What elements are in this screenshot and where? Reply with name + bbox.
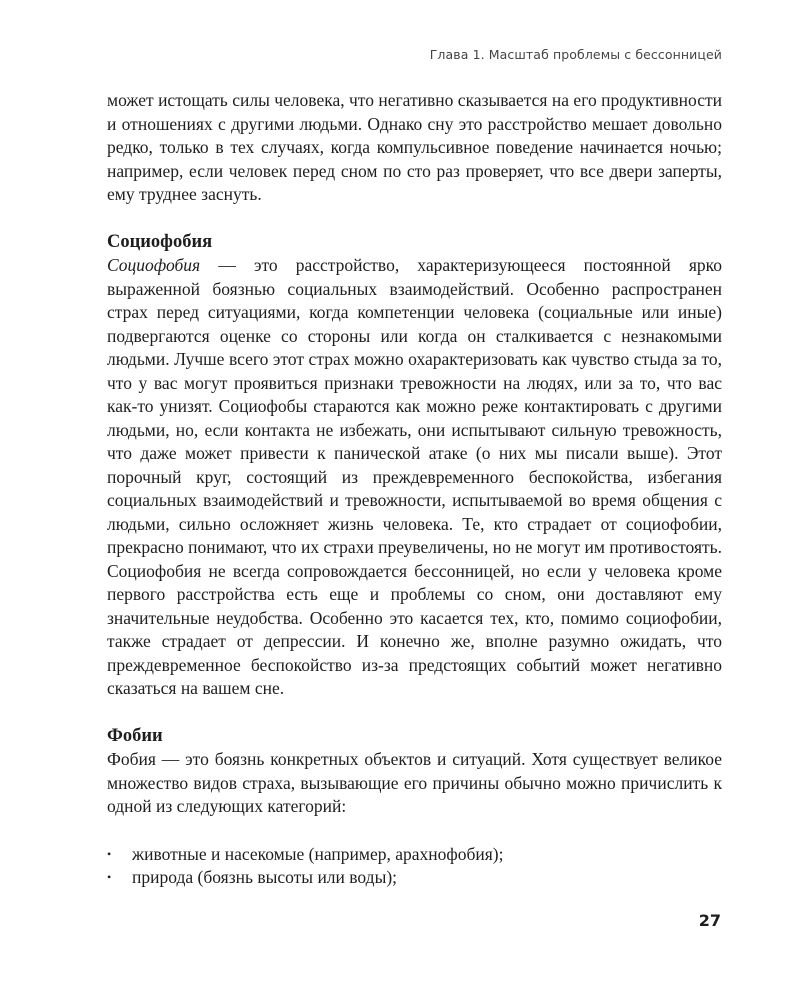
page-number: 27 (698, 911, 721, 930)
section-spacer (107, 701, 722, 725)
social-phobia-term: Социофобия (107, 255, 201, 275)
phobias-paragraph: Фобия — это боязнь конкретных объектов и ситуаций. Хотя существует великое множество видов страха, вызывающие его причины обычно можно причислить к одной из следующих категорий: (107, 749, 722, 816)
section-heading-phobias: Фобии (107, 725, 163, 746)
bullet-icon: • (107, 846, 112, 861)
running-header: Глава 1. Масштаб проблемы с бессонницей (429, 47, 722, 62)
social-phobia-paragraph (107, 254, 722, 701)
list-item (107, 843, 722, 867)
list-item-text: природа (боязнь высоты или воды); (132, 867, 398, 887)
list-spacer (107, 819, 722, 843)
bullet-icon: • (107, 870, 112, 884)
section-heading-social-phobia: Социофобия (107, 231, 213, 252)
list-item-text: животные и насекомые (например, арахнофобия); (132, 843, 504, 864)
intro-paragraph: может истощать силы человека, что негативно сказывается на его продуктивности и отношениях с другими людьми. Однако сну это расстройство мешает довольно редко, только в тех случаях, когда компульсивное поведение начинается ночью; например, если человек перед сном по сто раз проверяет, что все двери заперты, ему труднее заснуть. (107, 90, 722, 204)
page-body (107, 89, 722, 890)
section-spacer (107, 207, 722, 231)
list-item (107, 866, 722, 890)
phobia-category-list (107, 843, 722, 890)
social-phobia-body: — это расстройство, характеризующееся постоянной ярко выраженной боязнью социальных взаимодействий. Особенно распространен страх перед ситуациями, когда компетенции человека (социальные или иные) подвергаются оценке со стороны или когда он сталкивается с незнакомыми людьми. Лучше всего этот страх можно охарактеризовать как чувство стыда за то, что у вас могут проявиться признаки тревожности на людях, или за то, что вас как-то унизят. Социофобы стараются как можно реже контактировать с другими людьми, но, если контакта не избежать, они испытывают сильную тревожность, что даже может привести к панической атаке (о них мы писали выше). Этот порочный круг, состоящий из преждевременного беспокойства, избегания социальных взаимодействий и тревожности, испытываемой во время общения с людьми, сильно осложняет жизнь человека. Те, кто страдает от социофобии, прекрасно понимают, что их страхи преувеличены, но не могут им противостоять. Социофобия не всегда сопровождается бессонницей, но если у человека кроме первого расстройства есть еще и проблемы со сном, они доставляют ему значительные неудобства. Особенно это касается тех, кто, помимо социофобии, также страдает от депрессии. И конечно же, вполне разумно ожидать, что преждевременное беспокойство из-за предстоящих событий может негативно сказаться на вашем сне. (107, 255, 723, 698)
